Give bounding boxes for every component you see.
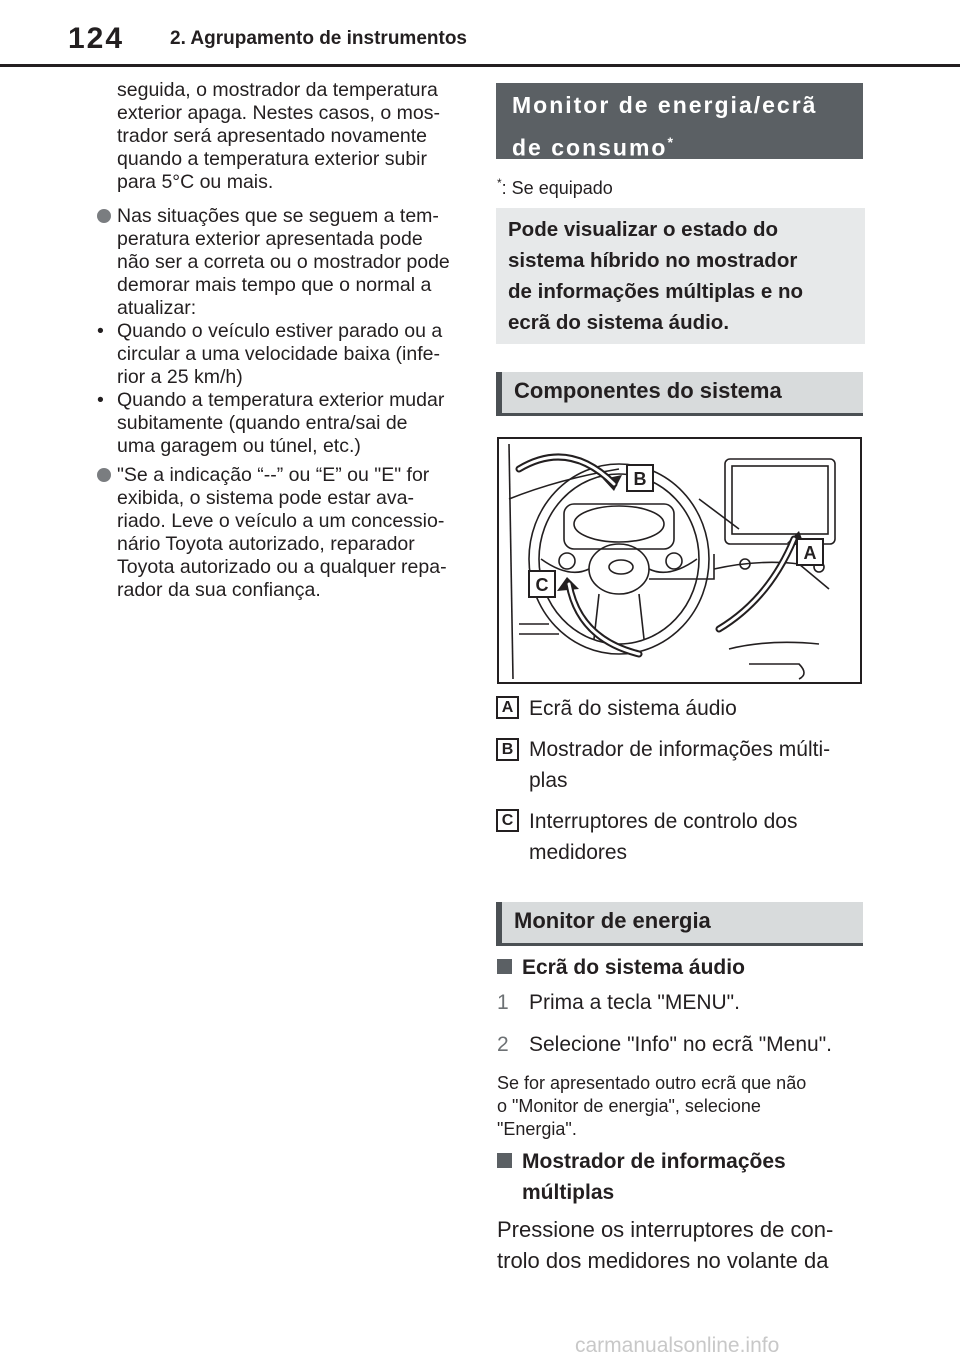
subsection-heading	[497, 956, 745, 980]
note-paragraph	[497, 1072, 806, 1141]
square-icon	[497, 1153, 512, 1168]
text-line: circular a uma velocidade baixa (infe-	[117, 343, 440, 365]
text-line: de informações múltiplas e no	[508, 280, 804, 303]
text-line: riado. Leve o veículo a um concessio-	[117, 510, 445, 532]
text-line: rior a 25 km/h)	[117, 366, 243, 388]
legend-letter: B	[496, 738, 519, 761]
text-line: trolo dos medidores no volante da	[497, 1248, 829, 1273]
text-line: rador da sua confiança.	[117, 579, 321, 601]
text-line: Pressione os interruptores de con-	[497, 1217, 834, 1242]
header-rule	[0, 64, 960, 67]
text-line: Interruptores de controlo dos	[529, 810, 798, 833]
text-line: plas	[529, 769, 568, 792]
chapter-title: 2. Agrupamento de instrumentos	[170, 28, 467, 49]
banner-line: Monitor de energia/ecrã	[512, 92, 818, 118]
banner-text: de consumo	[512, 134, 668, 161]
text-line: exterior apaga. Nestes casos, o mos-	[117, 102, 440, 124]
text-line: subitamente (quando entra/sai de	[117, 412, 408, 434]
text-line: quando a temperatura exterior subir	[117, 148, 428, 170]
bullet-item	[97, 205, 465, 458]
text-line: Quando o veículo estiver parado ou a	[117, 320, 443, 342]
text-line: atualizar:	[117, 297, 197, 319]
step-text: Selecione "Info" no ecrã "Menu".	[529, 1033, 832, 1056]
footnote-text: : Se equipado	[501, 178, 613, 198]
text-line: medidores	[529, 841, 628, 864]
text-line: ecrã do sistema áudio.	[508, 311, 730, 334]
figure-label-b: B	[633, 469, 647, 489]
section-heading: Componentes do sistema	[496, 372, 863, 416]
sub-item	[97, 320, 465, 389]
text-line: peratura exterior apresentada pode	[117, 228, 423, 250]
footnote-marker: *	[497, 176, 502, 190]
text-line: seguida, o mostrador da temperatura	[117, 79, 438, 101]
text-line: demorar mais tempo que o normal a	[117, 274, 432, 296]
legend-letter: C	[496, 809, 519, 832]
banner-line	[512, 124, 847, 167]
text-line: trador será apresentado novamente	[117, 125, 428, 147]
footnote	[497, 176, 613, 199]
text-line: o "Monitor de energia", selecione	[497, 1096, 761, 1116]
text-line: "Se a indicação “--” ou “E” ou "E" for	[117, 464, 430, 486]
watermark: carmanualsonline.info	[575, 1334, 780, 1357]
dash-icon: •	[97, 320, 104, 342]
section-banner	[496, 83, 863, 159]
text-line: exibida, o sistema pode estar ava-	[117, 487, 414, 509]
figure-label-c: C	[535, 575, 549, 595]
dashboard-illustration	[497, 437, 862, 684]
bullet-item	[117, 464, 465, 602]
text-line: Ecrã do sistema áudio	[529, 697, 737, 720]
figure-label-a: A	[803, 543, 817, 563]
legend-text	[529, 693, 869, 724]
subsection-text: múltiplas	[522, 1181, 615, 1204]
dash-icon: •	[97, 389, 104, 411]
bullet-icon	[97, 468, 111, 482]
bullet-icon	[97, 209, 111, 223]
body-paragraph	[497, 1214, 867, 1276]
footnote-marker: *	[667, 134, 675, 150]
subsection-text: Mostrador de informações	[522, 1150, 786, 1173]
dashboard-drawing	[499, 439, 860, 682]
text-line: sistema híbrido no mostrador	[508, 249, 798, 272]
subsection-heading	[497, 1146, 786, 1208]
page-number: 124	[68, 22, 125, 55]
square-icon	[497, 959, 512, 974]
step-number: 2	[497, 1033, 509, 1056]
text-line: "Energia".	[497, 1119, 577, 1139]
text-line: Mostrador de informações múlti-	[529, 738, 831, 761]
text-line: não ser a correta ou o mostrador pode	[117, 251, 450, 273]
text-line: uma garagem ou túnel, etc.)	[117, 435, 361, 457]
subsection-text: Ecrã do sistema áudio	[522, 956, 745, 979]
text-line: Quando a temperatura exterior mudar	[117, 389, 445, 411]
text-line: Se for apresentado outro ecrã que não	[497, 1073, 807, 1093]
legend-text	[529, 806, 869, 868]
legend-letter: A	[496, 696, 519, 719]
text-line: Toyota autorizado ou a qualquer repa-	[117, 556, 447, 578]
text-line: nário Toyota autorizado, reparador	[117, 533, 415, 555]
step-text: Prima a tecla "MENU".	[529, 991, 740, 1014]
legend-text	[529, 734, 869, 796]
intro-box	[496, 208, 865, 344]
continuation-paragraph	[117, 79, 465, 194]
section-heading: Monitor de energia	[496, 902, 863, 946]
text-line: para 5°C ou mais.	[117, 171, 274, 193]
text-line: Nas situações que se seguem a tem-	[117, 205, 439, 227]
sub-item	[97, 389, 465, 458]
step-number: 1	[497, 991, 509, 1014]
text-line: Pode visualizar o estado do	[508, 218, 778, 241]
